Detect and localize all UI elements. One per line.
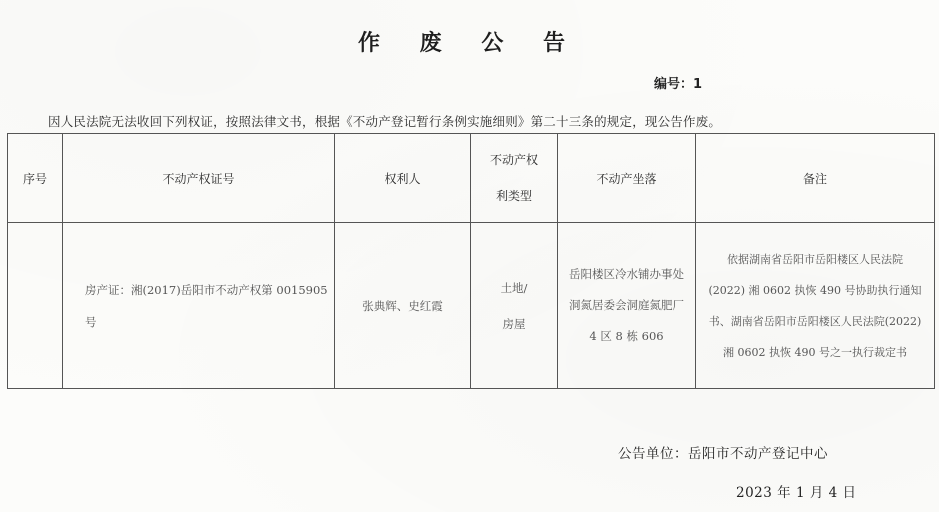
right-type-line1: 土地/ bbox=[500, 280, 528, 295]
void-certificate-table bbox=[7, 133, 935, 389]
header-cert-no: 不动产权证号 bbox=[63, 134, 335, 223]
notice-title: 作 废 公 告 bbox=[358, 31, 581, 56]
table-header-row bbox=[8, 134, 935, 223]
header-remarks: 备注 bbox=[696, 134, 935, 223]
location-line2: 洞氮居委会洞庭氮肥厂 bbox=[569, 298, 684, 312]
cell-remarks bbox=[696, 223, 935, 389]
issue-date: 2023 年 1 月 4 日 bbox=[736, 485, 857, 501]
table-row bbox=[8, 223, 935, 389]
notice-intro: 因人民法院无法收回下列权证，按照法律文书，根据《不动产登记暂行条例实施细则》第二十三条的规定，现公告作废。 bbox=[48, 114, 722, 129]
cell-location bbox=[558, 223, 696, 389]
header-seq: 序号 bbox=[8, 134, 63, 223]
remarks-line1: 依据湖南省岳阳市岳阳楼区人民法院 bbox=[727, 252, 903, 266]
header-holder: 权利人 bbox=[335, 134, 471, 223]
location-line1: 岳阳楼区冷水铺办事处 bbox=[569, 267, 684, 281]
header-right-type bbox=[471, 134, 558, 223]
remarks-line3: 书、湖南省岳阳市岳阳楼区人民法院(2022) bbox=[708, 314, 922, 328]
right-type-line2: 房屋 bbox=[502, 316, 526, 331]
cell-seq bbox=[8, 223, 63, 389]
location-line3: 4 区 8 栋 606 bbox=[589, 329, 664, 343]
cell-right-type bbox=[471, 223, 558, 389]
header-location: 不动产坐落 bbox=[558, 134, 696, 223]
header-right-type-line2: 利类型 bbox=[495, 189, 532, 203]
remarks-line4: 湘 0602 执恢 490 号之一执行裁定书 bbox=[723, 345, 907, 359]
issuing-unit: 公告单位：岳阳市不动产登记中心 bbox=[618, 446, 828, 462]
cell-cert-no bbox=[63, 223, 335, 389]
notice-number: 编号：1 bbox=[654, 77, 703, 92]
remarks-line2: (2022) 湘 0602 执恢 490 号协助执行通知 bbox=[708, 283, 922, 297]
cert-no-line1: 房产证：湘(2017)岳阳市不动产权第 0015905 bbox=[85, 282, 328, 297]
cell-holder: 张典辉、史红霞 bbox=[335, 223, 471, 389]
header-right-type-line1: 不动产权 bbox=[489, 153, 538, 167]
cert-no-line2: 号 bbox=[85, 314, 97, 329]
